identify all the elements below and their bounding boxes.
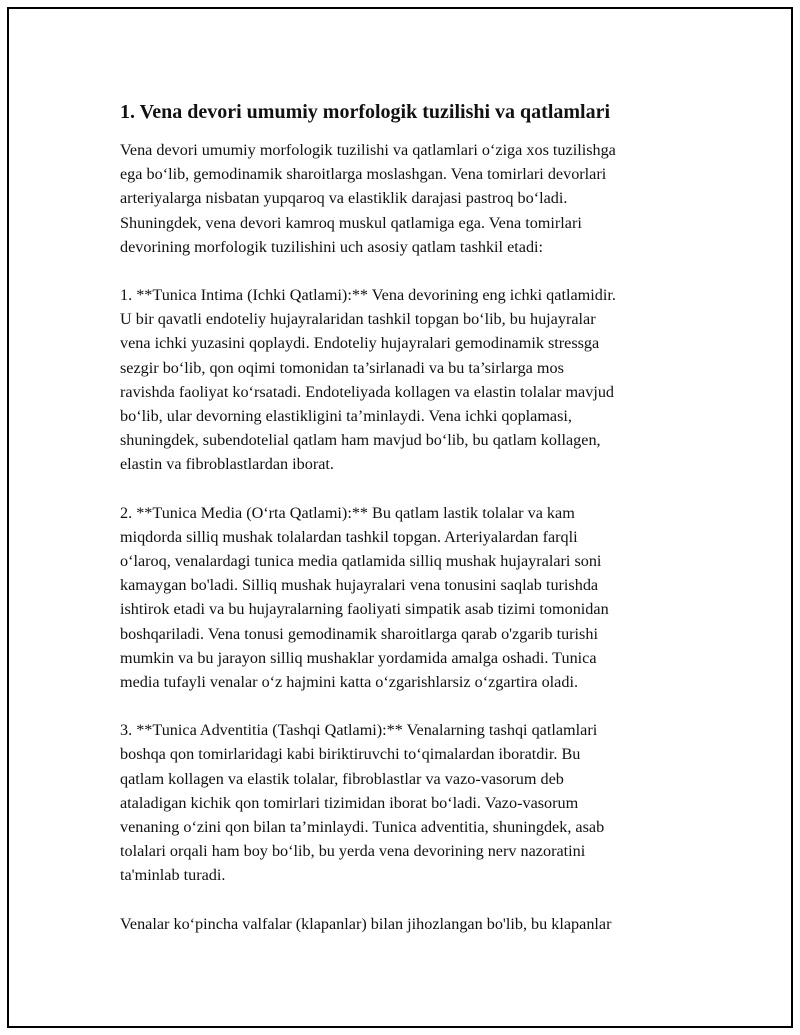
text-line: qatlam kollagen va elastik tolalar, fibroblastlar va vazo-vasorum deb	[120, 769, 564, 788]
text-line: elastin va fibroblastlardan iborat.	[120, 455, 334, 474]
text-line: bo‘lib, ular devorning elastikligini ta’minlaydi. Vena ichki qoplamasi,	[120, 407, 572, 426]
text-line: mumkin va bu jarayon silliq mushaklar yordamida amalga oshadi. Tunica	[120, 648, 597, 667]
page-frame	[7, 7, 793, 1028]
text-line: arteriyalarga nisbatan yupqaroq va elastiklik darajasi pastroq bo‘ladi.	[120, 189, 568, 208]
text-line: U bir qavatli endoteliy hujayralaridan tashkil topgan bo‘lib, bu hujayralar	[120, 310, 596, 329]
text-line: o‘laroq, venalardagi tunica media qatlamida silliq mushak hujayralari soni	[120, 552, 602, 571]
paragraph-valves	[120, 912, 700, 936]
paragraph-tunica-intima	[120, 283, 700, 477]
text-line: kamaygan bo'ladi. Silliq mushak hujayralari vena tonusini saqlab turishda	[120, 576, 599, 595]
document-body	[120, 99, 700, 960]
text-line: 3. **Tunica Adventitia (Tashqi Qatlami):** Venalarning tashqi qatlamlari	[120, 721, 598, 740]
text-line: sezgir bo‘lib, qon oqimi tomonidan ta’sirlanadi va bu ta’sirlarga mos	[120, 358, 564, 377]
text-line: venaning o‘zini qon bilan ta’minlaydi. Tunica adventitia, shuningdek, asab	[120, 818, 605, 837]
text-line: ta'minlab turadi.	[120, 866, 226, 885]
text-line: ega bo‘lib, gemodinamik sharoitlarga moslashgan. Vena tomirlari devorlari	[120, 165, 607, 184]
section-heading: 1. Vena devori umumiy morfologik tuzilishi va qatlamlari	[120, 101, 611, 123]
paragraph-intro	[120, 138, 700, 259]
text-line: miqdorda silliq mushak tolalardan tashkil topgan. Arteriyalardan farqli	[120, 527, 578, 546]
text-line: Shuningdek, vena devori kamroq muskul qatlamiga ega. Vena tomirlari	[120, 213, 582, 232]
text-line: Venalar ko‘pincha valfalar (klapanlar) bilan jihozlangan bo'lib, bu klapanlar	[120, 914, 612, 933]
paragraph-tunica-adventitia	[120, 718, 700, 887]
text-line: media tufayli venalar o‘z hajmini katta o‘zgarishlarsiz o‘zgartira oladi.	[120, 673, 579, 692]
text-line: 2. **Tunica Media (O‘rta Qatlami):** Bu qatlam lastik tolalar va kam	[120, 503, 575, 522]
paragraph-tunica-media	[120, 501, 700, 695]
text-line: Vena devori umumiy morfologik tuzilishi va qatlamlari o‘ziga xos tuzilishga	[120, 141, 616, 159]
text-line: boshqa qon tomirlaridagi kabi biriktiruvchi to‘qimalardan iboratdir. Bu	[120, 745, 581, 764]
text-line: shuningdek, subendotelial qatlam ham mavjud bo‘lib, bu qatlam kollagen,	[120, 431, 601, 450]
text-line: ataladigan kichik qon tomirlari tizimidan iborat bo‘ladi. Vazo-vasorum	[120, 793, 579, 812]
text-line: boshqariladi. Vena tonusi gemodinamik sharoitlarga qarab o'zgarib turishi	[120, 624, 598, 643]
text-line: 1. **Tunica Intima (Ichki Qatlami):** Vena devorining eng ichki qatlamidir.	[120, 286, 616, 305]
text-line: tolalari orqali ham boy bo‘lib, bu yerda vena devorining nerv nazoratini	[120, 842, 586, 861]
text-line: vena ichki yuzasini qoplaydi. Endoteliy hujayralari gemodinamik stressga	[120, 334, 600, 353]
text-line: ravishda faoliyat ko‘rsatadi. Endoteliyada kollagen va elastin tolalar mavjud	[120, 382, 615, 401]
text-line: ishtirok etadi va bu hujayralarning faoliyati simpatik asab tizimi tomonidan	[120, 600, 609, 619]
text-line: devorining morfologik tuzilishini uch asosiy qatlam tashkil etadi:	[120, 237, 544, 256]
